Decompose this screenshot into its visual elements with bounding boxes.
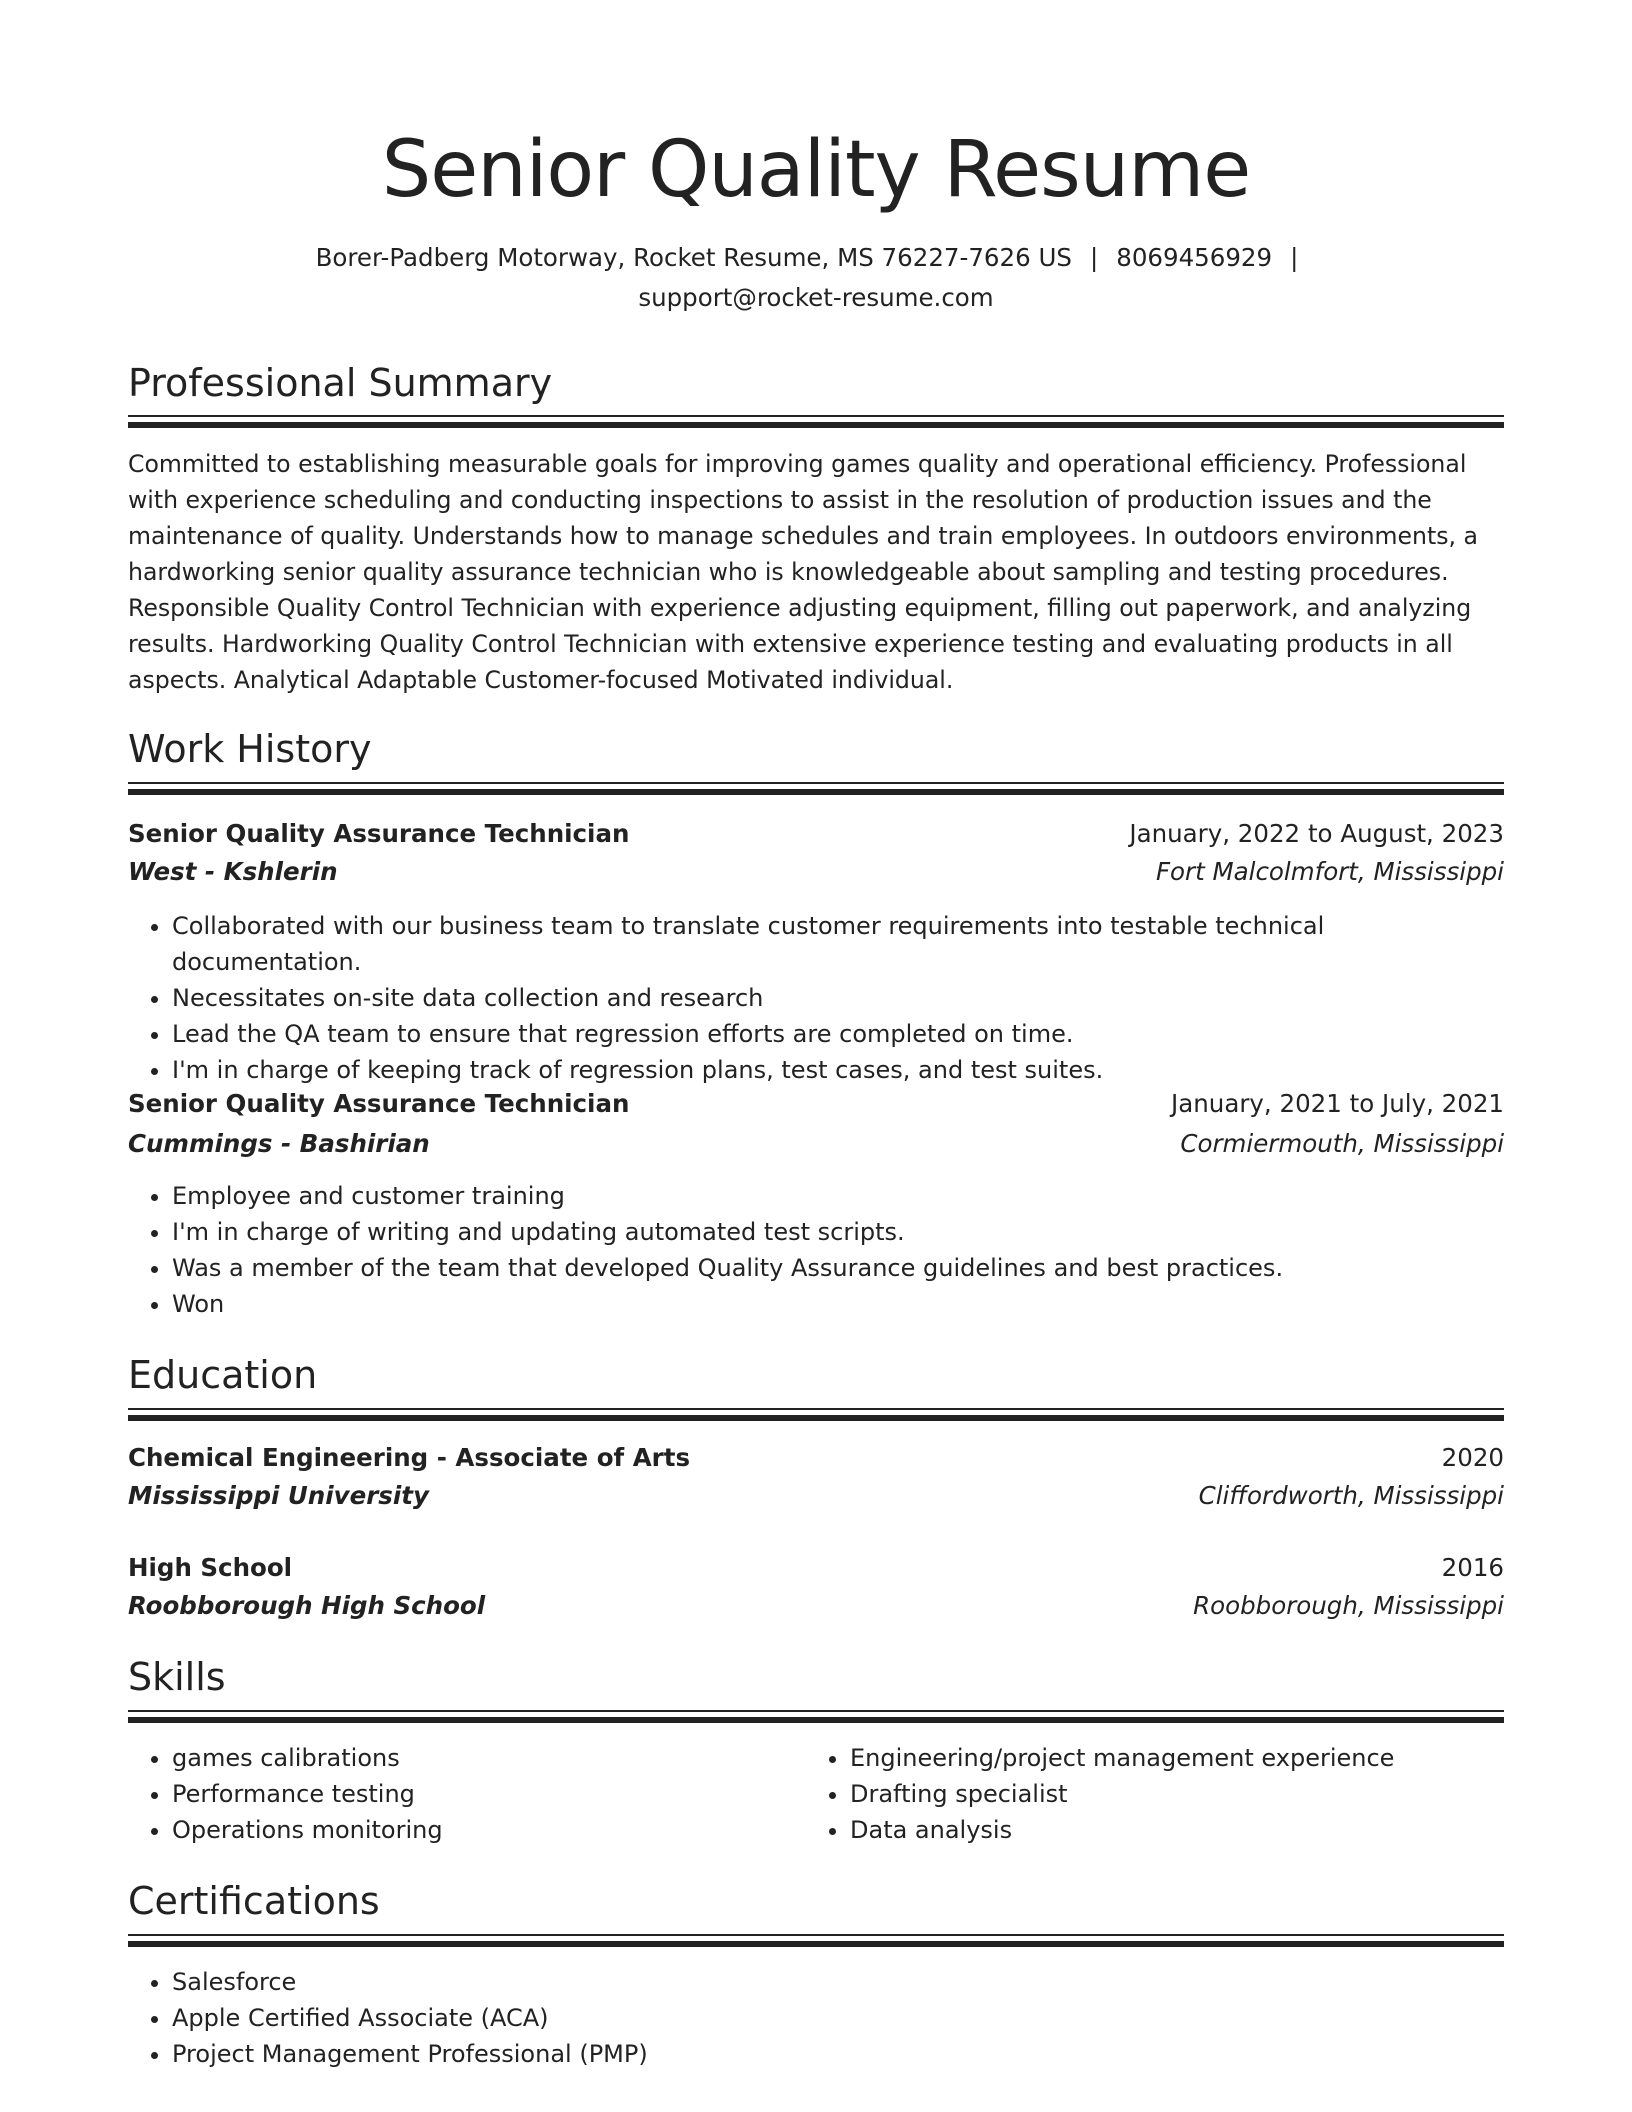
job-header xyxy=(128,814,1504,854)
list-item: • I'm in charge of writing and updating automated test scripts. xyxy=(172,1214,1283,1250)
education-degree: High School xyxy=(128,1553,293,1582)
list-item: • games calibrations xyxy=(172,1740,812,1776)
section-title-summary: Professional Summary xyxy=(128,361,553,405)
section-divider xyxy=(128,1408,1504,1422)
contact-phone: 8069456929 xyxy=(1116,243,1273,272)
contact-separator: | xyxy=(1089,243,1099,272)
job-bullets xyxy=(128,1178,1283,1322)
education-subheader xyxy=(128,1586,1504,1626)
section-divider xyxy=(128,1934,1504,1948)
job-dates: January, 2021 to July, 2021 xyxy=(1171,1089,1504,1118)
skills-list-left xyxy=(128,1740,812,1848)
education-school: Roobborough High School xyxy=(128,1591,486,1620)
list-item: • Data analysis xyxy=(850,1812,1490,1848)
education-location: Cliffordworth, Mississippi xyxy=(1198,1481,1504,1510)
section-divider xyxy=(128,415,1504,429)
job-location: Cormiermouth, Mississippi xyxy=(1180,1129,1504,1158)
section-divider xyxy=(128,782,1504,796)
list-item: • Operations monitoring xyxy=(172,1812,812,1848)
contact-line-1 xyxy=(128,238,1504,278)
contact-address: Borer-Padberg Motorway, Rocket Resume, MS 76227-7626 US xyxy=(315,243,1072,272)
list-item: • Apple Certified Associate (ACA) xyxy=(172,2000,648,2036)
section-divider xyxy=(128,1710,1504,1724)
list-item: • Engineering/project management experience xyxy=(850,1740,1490,1776)
education-degree: Chemical Engineering - Associate of Arts xyxy=(128,1443,691,1472)
list-item: • Employee and customer training xyxy=(172,1178,1283,1214)
list-item: • I'm in charge of keeping track of regression plans, test cases, and test suites. xyxy=(172,1052,1504,1088)
list-item: • Salesforce xyxy=(172,1964,648,2000)
section-title-work: Work History xyxy=(128,727,372,771)
job-role: Senior Quality Assurance Technician xyxy=(128,819,630,848)
list-item: • Lead the QA team to ensure that regression efforts are completed on time. xyxy=(172,1016,1504,1052)
job-subheader xyxy=(128,852,1504,892)
list-item: • Collaborated with our business team to translate customer requirements into testable technical documentation. xyxy=(172,908,1504,980)
job-dates: January, 2022 to August, 2023 xyxy=(1129,819,1504,848)
job-location: Fort Malcolmfort, Mississippi xyxy=(1155,857,1504,886)
section-title-education: Education xyxy=(128,1353,318,1397)
section-title-certifications: Certifications xyxy=(128,1879,380,1923)
job-bullets xyxy=(128,908,1504,1088)
section-title-skills: Skills xyxy=(128,1655,226,1699)
education-year: 2020 xyxy=(1441,1443,1504,1472)
list-item: • Necessitates on-site data collection and research xyxy=(172,980,1504,1016)
job-company: Cummings - Bashirian xyxy=(128,1129,430,1158)
contact-email[interactable]: support@rocket-resume.com xyxy=(638,283,994,312)
job-role: Senior Quality Assurance Technician xyxy=(128,1089,630,1118)
education-header xyxy=(128,1548,1504,1588)
education-year: 2016 xyxy=(1441,1553,1504,1582)
list-item: • Won xyxy=(172,1286,1283,1322)
list-item: • Drafting specialist xyxy=(850,1776,1490,1812)
list-item: • Performance testing xyxy=(172,1776,812,1812)
list-item: • Was a member of the team that developed Quality Assurance guidelines and best practices. xyxy=(172,1250,1283,1286)
contact-info xyxy=(128,238,1504,318)
summary-text: Committed to establishing measurable goals for improving games quality and operational efficiency. Professional with experience scheduling and conducting inspections to assist in the resolution of production issues and the maintenance of quality. Understands how to manage schedules and train employees. In outdoors environments, a hardworking senior quality assurance technician who is knowledgeable about sampling and testing procedures. Responsible Quality Control Technician with experience adjusting equipment, filling out paperwork, and analyzing results. Hardworking Quality Control Technician with extensive experience testing and evaluating products in all aspects. Analytical Adaptable Customer-focused Motivated individual. xyxy=(128,450,1478,694)
job-header xyxy=(128,1084,1504,1124)
education-header xyxy=(128,1438,1504,1478)
job-subheader xyxy=(128,1124,1504,1164)
certifications-list xyxy=(128,1964,648,2072)
education-school: Mississippi University xyxy=(128,1481,429,1510)
education-subheader xyxy=(128,1476,1504,1516)
education-location: Roobborough, Mississippi xyxy=(1193,1591,1504,1620)
contact-separator: | xyxy=(1290,243,1299,272)
skills-list-right xyxy=(806,1740,1490,1848)
job-company: West - Kshlerin xyxy=(128,857,338,886)
list-item: • Project Management Professional (PMP) xyxy=(172,2036,648,2072)
resume-name: Senior Quality Resume xyxy=(381,125,1251,215)
